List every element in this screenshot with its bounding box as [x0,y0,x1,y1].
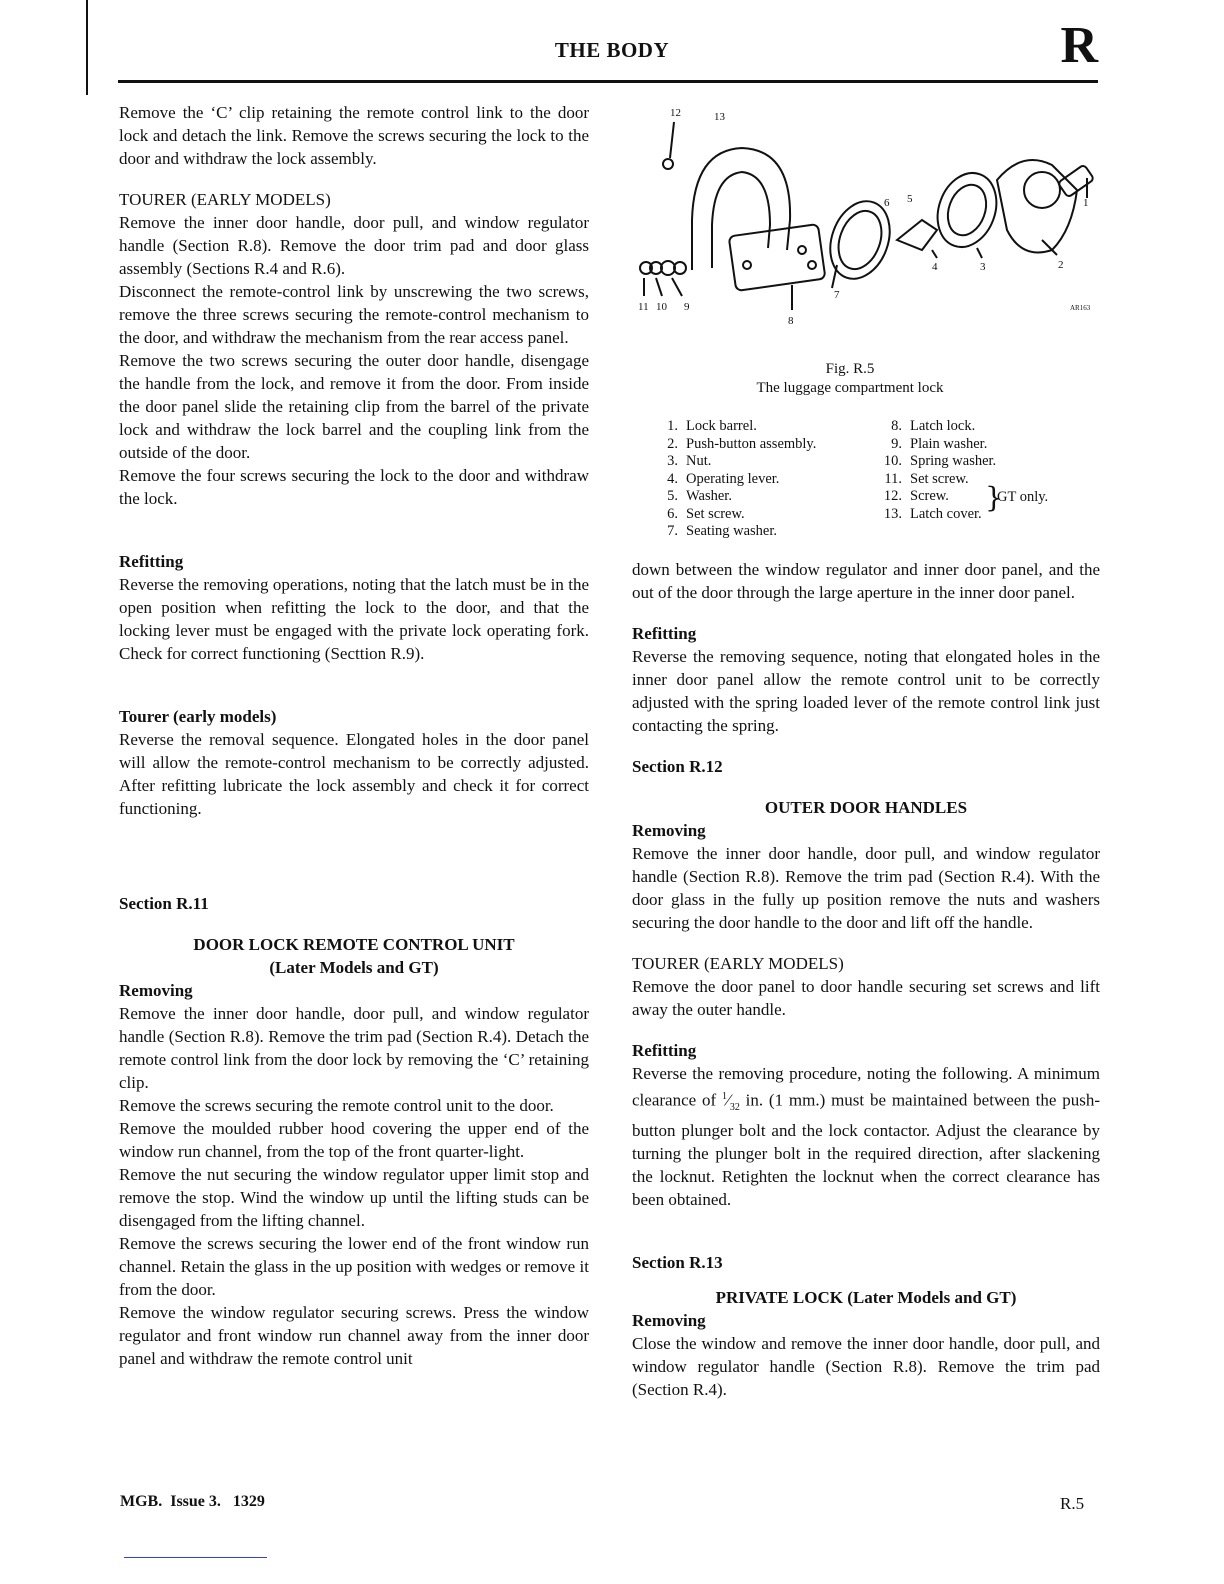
section-label: Section R.12 [632,757,723,776]
paragraph: Reverse the removal sequence. Elongated holes in the door panel will allow the remote-control mechanism to be correctly adjusted. After refitting lubricate the lock assembly and check it for correct functioning. [119,730,589,818]
paragraph: Remove the ‘C’ clip retaining the remote control link to the door lock and detach the link. Remove the screws securing the lock to the door and withdraw the lock assembly. [119,103,589,168]
left-column [119,101,589,1370]
paragraph: Remove the four screws securing the lock to the door and withdraw the lock. [119,466,589,508]
header-rule [118,80,1098,83]
legend-item: 7. Seating washer. [667,523,778,539]
paragraph: Disconnect the remote-control link by unscrewing the two screws, remove the three screws securing the remote-control mechanism to the door, and withdraw the mechanism from the rear access panel. [119,282,589,347]
paragraph: Remove the moulded rubber hood covering the upper end of the window run channel, from the top of the front quarter-light. [119,1119,589,1161]
nut [928,165,1007,256]
lock-barrel [1058,164,1095,197]
page-number: R.5 [1060,1494,1085,1513]
legend-right [880,418,996,523]
paragraph: Close the window and remove the inner door handle, door pull, and window regulator handle (Section R.8). Remove the trim pad (Section R.4). [632,1334,1100,1400]
brace-symbol: } [985,481,1003,514]
latch-body [692,148,790,270]
callout-4: 4 [932,261,938,273]
paragraph: Remove the door panel to door handle securing set screws and lift away the outer handle. [632,977,1100,1019]
paragraph: Reverse the removing procedure, noting the following. A minimum clearance of $^1⁄_{32}$ in. (1 mm.) must be maintained between the push-button plunger bolt and the lock contactor. Adjust the clearance by turning the plunger bolt in the required direction, after slackening the locknut. Retighten the locknut when the correct clearance has been obtained. [632,1064,1100,1210]
tourer-early-heading: Tourer (early models) [119,707,277,726]
paragraph: Reverse the removing sequence, noting that elongated holes in the inner door panel allow the remote control unit to be correctly adjusted with the spring loaded lever of the remote control link just contacting the spring. [632,647,1100,735]
legend-item: 9. Plain washer. [891,435,988,452]
legend-item: 1. Lock barrel. [667,418,757,434]
paragraph: Remove the nut securing the window regulator upper limit stop and remove the stop. Wind the window up until the lifting studs can be disengaged from the lifting channel. [119,1165,589,1230]
operating-lever [897,220,937,250]
gt-only-note: GT only. [997,489,1049,505]
callout-12: 12 [670,107,681,119]
luggage-lock-diagram [632,100,1102,332]
callout-3: 3 [980,261,986,273]
page-title: THE BODY [554,38,670,62]
paragraph: Reverse the removing operations, noting that the latch must be in the open position when refitting the lock to the door, and that the locking lever must be engaged with the private lock operating fork. Check for correct functioning (Secttion R.9). [119,575,589,663]
section-subtitle: (Later Models and GT) [269,958,439,977]
legend-item: 4. Operating lever. [667,470,780,487]
legend-item: 5. Washer. [667,488,732,504]
section-letter: R [1060,17,1098,74]
section-label: Section R.11 [119,894,209,913]
callout-1: 1 [1083,197,1089,209]
legend-item: 8. Latch lock. [891,418,976,434]
subheading-tourer: TOURER (EARLY MODELS) [119,190,331,209]
section-title: OUTER DOOR HANDLES [764,798,968,817]
refitting-heading: Refitting [632,1041,697,1060]
removing-heading: Removing [632,821,706,840]
section-label: Section R.13 [632,1253,723,1273]
legend-item: 3. Nut. [667,453,712,469]
footer-issue: MGB. Issue 3. 1329 [120,1493,265,1510]
legend-item: 6. Set screw. [667,505,745,522]
paragraph: down between the window regulator and inner door panel, and the out of the door through the large aperture in the inner door panel. [632,560,1100,602]
paragraph: Remove the screws securing the remote control unit to the door. [119,1096,554,1115]
legend-item: 11. Set screw. [884,470,969,487]
figure-title: The luggage compartment lock [756,380,944,396]
callout-6: 6 [884,197,890,209]
callout-2: 2 [1058,259,1064,271]
callout-9: 9 [684,301,690,313]
paragraph: Remove the inner door handle, door pull, and window regulator handle (Section R.8). Remove the door trim pad and door glass assembly (Sections R.4 and R.6). [119,213,589,278]
paragraph: Remove the inner door handle, door pull, and window regulator handle (Section R.8). Remove the trim pad (Section R.4). Detach the remote control link from the door lock by removing the ‘C’ retaining clip. [119,1004,589,1092]
figure-label: Fig. R.5 [825,361,875,377]
footer-link-rule [124,1557,267,1558]
latch-plate [729,224,826,291]
callout-8: 8 [788,315,794,327]
subheading-tourer: TOURER (EARLY MODELS) [632,954,844,973]
section-title: DOOR LOCK REMOTE CONTROL UNIT [193,935,515,954]
callout-11: 11 [638,301,649,313]
right-column [632,558,1100,1401]
legend-left [656,418,816,541]
figure-ref-code: AR163 [1070,304,1091,312]
legend-item: 12. Screw. [883,488,949,504]
legend-item: 2. Push-button assembly. [667,435,817,452]
screw [663,159,673,169]
callout-5: 5 [907,193,913,205]
removing-heading: Removing [119,981,193,1000]
legend-item: 13. Latch cover. [883,505,982,522]
paragraph: Remove the two screws securing the outer door handle, disengage the handle from the lock, and remove it from the door. From inside the door panel slide the retaining clip from the barrel of the private lock and withdraw the lock barrel and the coupling link from the outside of the door. [119,351,589,462]
refitting-heading: Refitting [119,552,184,571]
paragraph: Remove the screws securing the lower end of the front window run channel. Retain the glass in the up position with wedges or remove it from the door. [119,1234,589,1299]
refitting-heading: Refitting [632,624,697,643]
callout-13: 13 [714,111,725,123]
paragraph: Remove the window regulator securing screws. Press the window regulator and front window run channel away from the inner door panel and withdraw the remote control unit [119,1303,589,1368]
callout-10: 10 [656,301,667,313]
section-title: PRIVATE LOCK (Later Models and GT) [715,1288,1017,1308]
figure-caption [632,360,1068,398]
paragraph: Remove the inner door handle, door pull, and window regulator handle (Section R.8). Remove the trim pad (Section R.4). With the door glass in the fully up position remove the nuts and washers securing the door handle to the door and lift off the handle. [632,844,1100,932]
legend-item: 10. Spring washer. [883,453,997,469]
removing-heading: Removing [632,1311,706,1331]
callout-7: 7 [834,289,840,301]
